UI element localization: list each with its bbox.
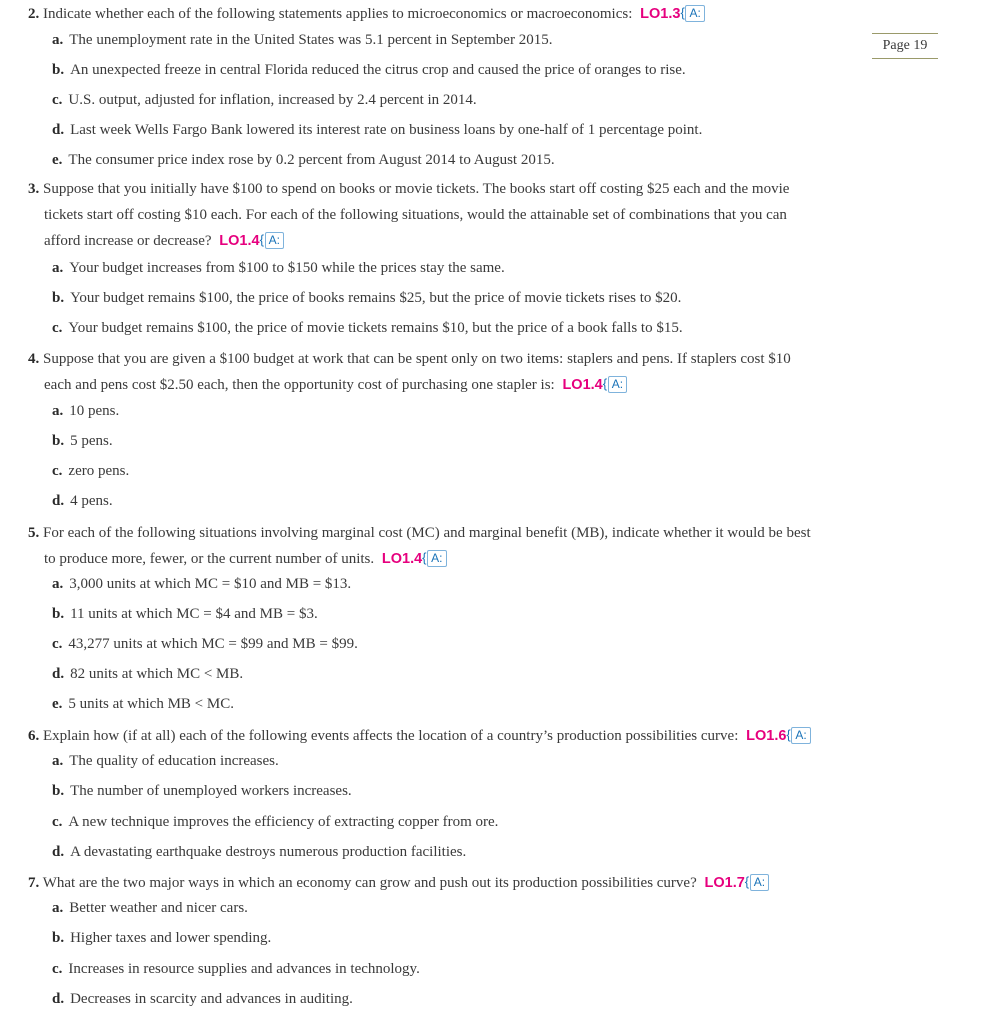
- option-2b: [52, 58, 686, 82]
- option-4a: [52, 399, 119, 423]
- option-letter: a.: [52, 576, 64, 592]
- option-letter: b.: [52, 62, 65, 78]
- option-text: 11 units at which MC = $4 and MB = $3.: [70, 606, 318, 622]
- question-text: For each of the following situations involving marginal cost (MC) and marginal benefit (MB), indicate whether it would be best: [43, 525, 811, 541]
- option-2d: [52, 118, 702, 142]
- option-letter: b.: [52, 290, 65, 306]
- option-5a: [52, 572, 351, 596]
- option-letter: d.: [52, 122, 65, 138]
- question-2: [28, 1, 958, 27]
- option-6a: [52, 749, 279, 773]
- question-text: Suppose that you initially have $100 to spend on books or movie tickets. The books start off costing $25 each and the movie: [43, 181, 790, 197]
- question-number: 7.: [28, 875, 40, 891]
- option-letter: a.: [52, 753, 64, 769]
- learning-objective-link[interactable]: LO1.4: [381, 551, 423, 567]
- answer-icon[interactable]: { A:: [791, 727, 810, 744]
- option-6c: [52, 810, 498, 834]
- option-3b: [52, 286, 681, 310]
- option-text: 10 pens.: [69, 403, 120, 419]
- option-letter: e.: [52, 696, 63, 712]
- option-6d: [52, 840, 466, 864]
- option-3a: [52, 256, 505, 280]
- option-4d: [52, 489, 113, 513]
- question-3: [28, 176, 958, 254]
- learning-objective-link[interactable]: LO1.4: [219, 233, 260, 249]
- option-letter: b.: [52, 930, 65, 946]
- option-text: 82 units at which MC < MB.: [70, 666, 244, 682]
- option-text: Your budget increases from $100 to $150 while the prices stay the same.: [69, 260, 505, 276]
- option-text: The unemployment rate in the United States was 5.1 percent in September 2015.: [69, 32, 553, 48]
- question-number: 2.: [28, 6, 40, 22]
- option-2c: [52, 88, 477, 112]
- question-number: 4.: [28, 351, 40, 367]
- option-5b: [52, 602, 318, 626]
- question-text: Indicate whether each of the following statements applies to microeconomics or macroeconomics:: [43, 6, 633, 22]
- option-letter: a.: [52, 260, 64, 276]
- option-text: Your budget remains $100, the price of books remains $25, but the price of movie tickets rises to $20.: [70, 290, 682, 306]
- option-letter: d.: [52, 666, 65, 682]
- option-text: 4 pens.: [70, 493, 113, 509]
- option-text: U.S. output, adjusted for inflation, increased by 2.4 percent in 2014.: [68, 92, 477, 108]
- option-5e: [52, 692, 234, 716]
- option-2a: [52, 28, 552, 52]
- option-text: A new technique improves the efficiency of extracting copper from ore.: [68, 814, 499, 830]
- option-letter: c.: [52, 814, 63, 830]
- answer-icon[interactable]: { A:: [685, 5, 704, 22]
- option-letter: c.: [52, 92, 63, 108]
- page-number-tag: Page 19: [872, 33, 938, 59]
- option-5c: [52, 632, 358, 656]
- option-3c: [52, 316, 683, 340]
- option-5d: [52, 662, 243, 686]
- option-letter: a.: [52, 900, 64, 916]
- option-2e: [52, 148, 555, 172]
- option-text: The number of unemployed workers increases.: [70, 783, 352, 799]
- option-text: Decreases in scarcity and advances in auditing.: [70, 991, 353, 1007]
- question-6: [28, 723, 958, 749]
- question-text: Explain how (if at all) each of the following events affects the location of a country’s production possibilities curve:: [43, 728, 739, 744]
- option-letter: c.: [52, 961, 63, 977]
- answer-icon[interactable]: { A:: [750, 874, 769, 891]
- learning-objective-link[interactable]: LO1.3: [640, 6, 681, 22]
- option-text: A devastating earthquake destroys numerous production facilities.: [70, 844, 467, 860]
- option-4b: [52, 429, 113, 453]
- option-letter: d.: [52, 493, 65, 509]
- option-text: The consumer price index rose by 0.2 percent from August 2014 to August 2015.: [68, 152, 555, 168]
- option-text: Increases in resource supplies and advances in technology.: [68, 961, 420, 977]
- learning-objective-link[interactable]: LO1.4: [562, 377, 603, 393]
- option-letter: d.: [52, 844, 65, 860]
- option-text: zero pens.: [68, 463, 130, 479]
- question-number: 5.: [28, 525, 40, 541]
- option-text: 3,000 units at which MC = $10 and MB = $13.: [69, 576, 352, 592]
- option-letter: c.: [52, 463, 63, 479]
- answer-icon[interactable]: { A:: [427, 550, 446, 567]
- question-number: 3.: [28, 181, 40, 197]
- option-6b: [52, 779, 352, 803]
- option-letter: c.: [52, 636, 63, 652]
- question-text: to produce more, fewer, or the current number of units.: [44, 551, 375, 567]
- option-text: Higher taxes and lower spending.: [70, 930, 272, 946]
- option-letter: b.: [52, 783, 65, 799]
- question-7: [28, 870, 958, 896]
- question-text: each and pens cost $2.50 each, then the opportunity cost of purchasing one stapler is:: [44, 377, 555, 393]
- question-text: Suppose that you are given a $100 budget at work that can be spent only on two items: staplers and pens. If staplers cost $10: [43, 351, 791, 367]
- option-text: The quality of education increases.: [69, 753, 279, 769]
- learning-objective-link[interactable]: LO1.7: [704, 875, 745, 891]
- option-text: Better weather and nicer cars.: [69, 900, 248, 916]
- option-text: 43,277 units at which MC = $99 and MB = $99.: [68, 636, 358, 652]
- option-letter: c.: [52, 320, 63, 336]
- option-text: An unexpected freeze in central Florida reduced the citrus crop and caused the price of oranges to rise.: [70, 62, 686, 78]
- option-4c: [52, 459, 129, 483]
- option-7c: [52, 957, 420, 981]
- option-letter: e.: [52, 152, 63, 168]
- option-letter: d.: [52, 991, 65, 1007]
- answer-icon[interactable]: { A:: [265, 232, 284, 249]
- question-number: 6.: [28, 728, 40, 744]
- option-text: 5 units at which MB < MC.: [68, 696, 234, 712]
- question-5: [28, 520, 958, 572]
- option-7d: [52, 987, 353, 1011]
- option-7a: [52, 896, 248, 920]
- option-letter: a.: [52, 403, 64, 419]
- option-letter: a.: [52, 32, 64, 48]
- option-7b: [52, 926, 271, 950]
- option-letter: b.: [52, 606, 65, 622]
- option-text: Your budget remains $100, the price of movie tickets remains $10, but the price of a book falls to $15.: [68, 320, 683, 336]
- option-text: 5 pens.: [70, 433, 113, 449]
- answer-icon[interactable]: { A:: [608, 376, 627, 393]
- learning-objective-link[interactable]: LO1.6: [746, 728, 787, 744]
- question-text: afford increase or decrease?: [44, 233, 212, 249]
- question-text: What are the two major ways in which an economy can grow and push out its production possibilities curve?: [42, 875, 697, 891]
- option-letter: b.: [52, 433, 65, 449]
- option-text: Last week Wells Fargo Bank lowered its interest rate on business loans by one-half of 1 percentage point.: [70, 122, 703, 138]
- question-text: tickets start off costing $10 each. For each of the following situations, would the attainable set of combinations that you can: [44, 207, 787, 223]
- question-4: [28, 346, 958, 398]
